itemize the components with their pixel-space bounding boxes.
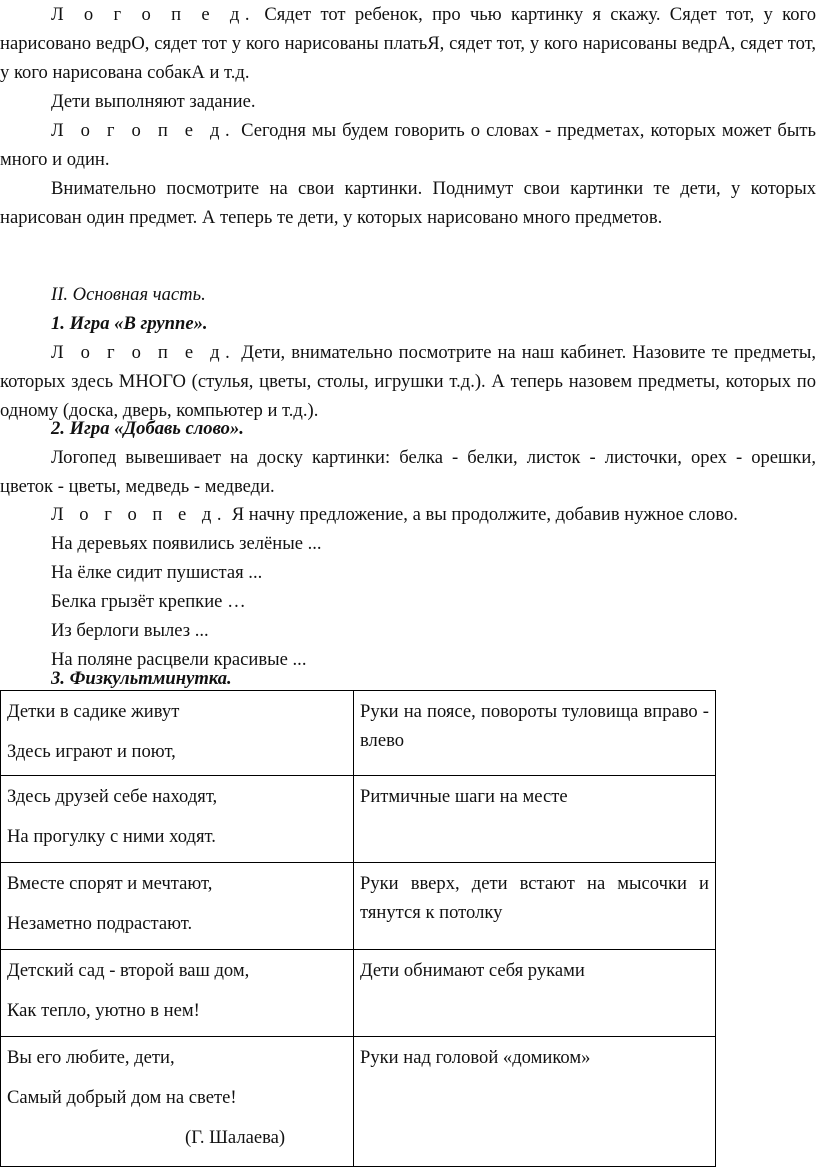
table-row [1, 863, 716, 950]
speaker-label: Л о г о п е д. [51, 342, 236, 363]
verse-cell [1, 863, 354, 950]
intro-paragraph-2: Дети выполняют задание. [51, 91, 256, 112]
intro-paragraph-1-text: Сядет тот ребенок, про чью картинку я скажу. Сядет тот, у кого нарисовано ведрО, сядет тот у кого нарисованы платьЯ, сядет тот, у кого нарисованы ведрА, сядет тот, у кого нарисована собакА и т.д. [0, 4, 816, 83]
game-1-paragraph [0, 338, 816, 425]
sentence-line: На деревьях появились зелёные ... [51, 533, 322, 554]
game-2-instruction [51, 500, 738, 529]
action-cell: Ритмичные шаги на месте [354, 776, 716, 863]
speaker-label: Л о г о п е д. [51, 120, 236, 141]
verse-line: Детский сад - второй ваш дом, [7, 960, 250, 981]
verse-line: Детки в садике живут [7, 701, 180, 722]
sentence-line: На ёлке сидит пушистая ... [51, 562, 263, 583]
table-row [1, 1037, 716, 1167]
intro-paragraph-3-text: Сегодня мы будем говорить о словах - предметах, которых может быть много и один. [0, 120, 816, 170]
game-3-title: 3. Физкультминутка. [51, 668, 232, 689]
verse-line: Здесь играют и поют, [7, 741, 176, 762]
intro-paragraph-1 [0, 0, 816, 87]
table-row [1, 950, 716, 1037]
verse-line: Как тепло, уютно в нем! [7, 1000, 200, 1021]
action-cell: Руки вверх, дети встают на мысочки и тянутся к потолку [354, 863, 716, 950]
action-cell: Руки на поясе, повороты туловища вправо - влево [354, 691, 716, 776]
game-1-title: 1. Игра «В группе». [51, 313, 208, 334]
verse-line: На прогулку с ними ходят. [7, 826, 216, 847]
verse-line: Вместе спорят и мечтают, [7, 873, 213, 894]
speaker-label: Л о г о п е д. [51, 4, 256, 25]
sentence-line: На поляне расцвели красивые ... [51, 649, 307, 670]
game-2-paragraph: Логопед вывешивает на доску картинки: белка - белки, листок - листочки, орех - орешки, цветок - цветы, медведь - медведи. [0, 447, 816, 497]
game-2-title: 2. Игра «Добавь слово». [51, 418, 244, 439]
sentence-line: Из берлоги вылез ... [51, 620, 209, 641]
verse-line: Незаметно подрастают. [7, 913, 193, 934]
verse-cell [1, 691, 354, 776]
intro-paragraph-3 [0, 116, 816, 174]
action-cell: Дети обнимают себя руками [354, 950, 716, 1037]
action-cell: Руки над головой «домиком» [354, 1037, 716, 1167]
verse-cell [1, 1037, 354, 1167]
exercise-table [0, 690, 716, 1167]
speaker-label: Л о г о п е д. [51, 504, 228, 525]
verse-cell [1, 776, 354, 863]
table-row [1, 776, 716, 863]
verse-line: Самый добрый дом на свете! [7, 1087, 237, 1108]
verse-cell [1, 950, 354, 1037]
verse-line: Здесь друзей себе находят, [7, 786, 218, 807]
author-credit: (Г. Шалаева) [185, 1127, 286, 1148]
sentence-line: Белка грызёт крепкие … [51, 591, 246, 612]
section-title: II. Основная часть. [51, 284, 206, 305]
game-1-text: Дети, внимательно посмотрите на наш кабинет. Назовите те предметы, которых здесь МНОГО (стулья, цветы, столы, игрушки т.д.). А теперь назовем предметы, которых по одному (доска, дверь, компьютер и т.д.). [0, 342, 816, 421]
verse-line: Вы его любите, дети, [7, 1047, 175, 1068]
intro-paragraph-4: Внимательно посмотрите на свои картинки. Поднимут свои картинки те дети, у которых нарисован один предмет. А теперь те дети, у которых нарисовано много предметов. [0, 178, 816, 228]
table-row [1, 691, 716, 776]
game-2-instruction-text: Я начну предложение, а вы продолжите, добавив нужное слово. [227, 504, 738, 525]
